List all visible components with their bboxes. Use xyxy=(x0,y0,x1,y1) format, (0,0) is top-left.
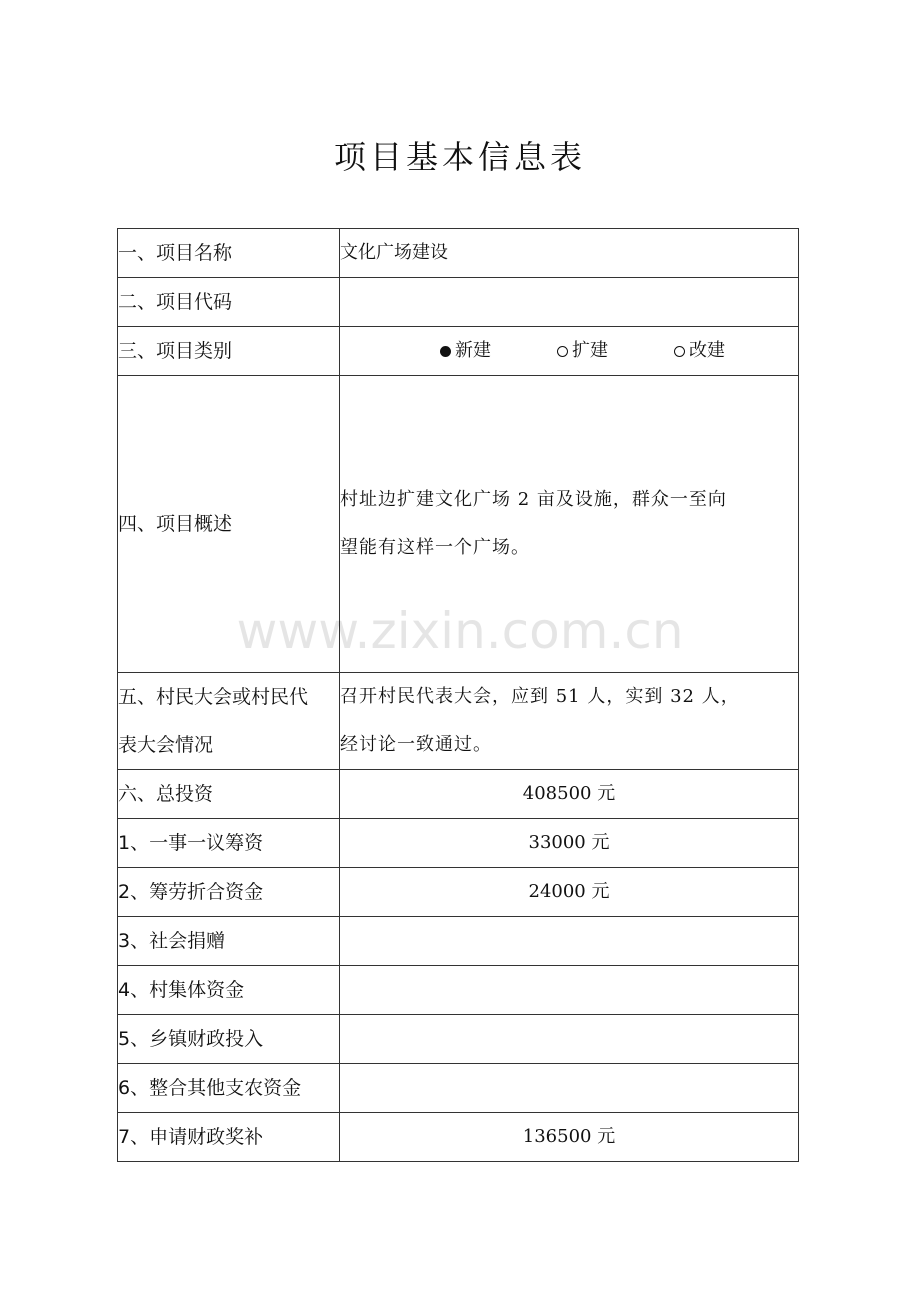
category-option-label: 新建 xyxy=(455,340,491,361)
label-fund-4: 4、村集体资金 xyxy=(118,966,340,1015)
radio-empty-icon xyxy=(674,346,685,357)
value-fund-4 xyxy=(340,966,799,1015)
row-fund-3 xyxy=(118,917,799,966)
radio-empty-icon xyxy=(557,346,568,357)
meeting-label-line-1: 五、村民大会或村民代 xyxy=(118,686,309,708)
value-fund-3 xyxy=(340,917,799,966)
label-project-summary: 四、项目概述 xyxy=(118,376,340,673)
summary-line-2: 望能有这样一个广场。 xyxy=(340,537,530,558)
meeting-label-line-2: 表大会情况 xyxy=(118,734,214,756)
category-option-label: 改建 xyxy=(689,340,725,361)
value-total-investment: 408500 元 xyxy=(340,770,799,819)
label-fund-5: 5、乡镇财政投入 xyxy=(118,1015,340,1064)
category-option-rebuild[interactable] xyxy=(674,327,725,375)
row-total-investment xyxy=(118,770,799,819)
row-meeting xyxy=(118,673,799,770)
row-project-code xyxy=(118,278,799,327)
meeting-line-2: 经讨论一致通过。 xyxy=(340,734,492,755)
value-fund-2: 24000 元 xyxy=(340,868,799,917)
row-fund-1 xyxy=(118,819,799,868)
row-project-summary xyxy=(118,376,799,673)
project-info-table xyxy=(117,228,799,1162)
row-fund-7 xyxy=(118,1113,799,1162)
value-project-name: 文化广场建设 xyxy=(340,229,799,278)
value-meeting xyxy=(340,673,799,770)
label-project-code: 二、项目代码 xyxy=(118,278,340,327)
category-option-label: 扩建 xyxy=(572,340,608,361)
radio-filled-icon xyxy=(440,346,451,357)
label-fund-2: 2、筹劳折合资金 xyxy=(118,868,340,917)
row-project-name xyxy=(118,229,799,278)
value-fund-6 xyxy=(340,1064,799,1113)
row-fund-6 xyxy=(118,1064,799,1113)
label-project-name: 一、项目名称 xyxy=(118,229,340,278)
page-title: 项目基本信息表 xyxy=(333,138,586,176)
label-fund-7: 7、申请财政奖补 xyxy=(118,1113,340,1162)
row-fund-5 xyxy=(118,1015,799,1064)
category-option-expand[interactable] xyxy=(557,327,608,375)
row-project-category xyxy=(118,327,799,376)
value-fund-7: 136500 元 xyxy=(340,1113,799,1162)
value-fund-1: 33000 元 xyxy=(340,819,799,868)
label-meeting xyxy=(118,673,340,770)
label-fund-3: 3、社会捐赠 xyxy=(118,917,340,966)
meeting-line-1: 召开村民代表大会，应到 51 人，实到 32 人， xyxy=(340,686,740,707)
label-fund-1: 1、一事一议筹资 xyxy=(118,819,340,868)
value-project-code xyxy=(340,278,799,327)
value-project-category xyxy=(340,327,799,376)
label-project-category: 三、项目类别 xyxy=(118,327,340,376)
label-total-investment: 六、总投资 xyxy=(118,770,340,819)
row-fund-4 xyxy=(118,966,799,1015)
value-fund-5 xyxy=(340,1015,799,1064)
summary-line-1: 村址边扩建文化广场 2 亩及设施，群众一至向 xyxy=(340,489,727,510)
watermark: www.zixin.com.cn xyxy=(236,602,684,660)
category-option-new[interactable] xyxy=(440,327,491,375)
label-fund-6: 6、整合其他支农资金 xyxy=(118,1064,340,1113)
row-fund-2 xyxy=(118,868,799,917)
category-radio-group xyxy=(340,327,798,375)
value-project-summary xyxy=(340,376,799,673)
